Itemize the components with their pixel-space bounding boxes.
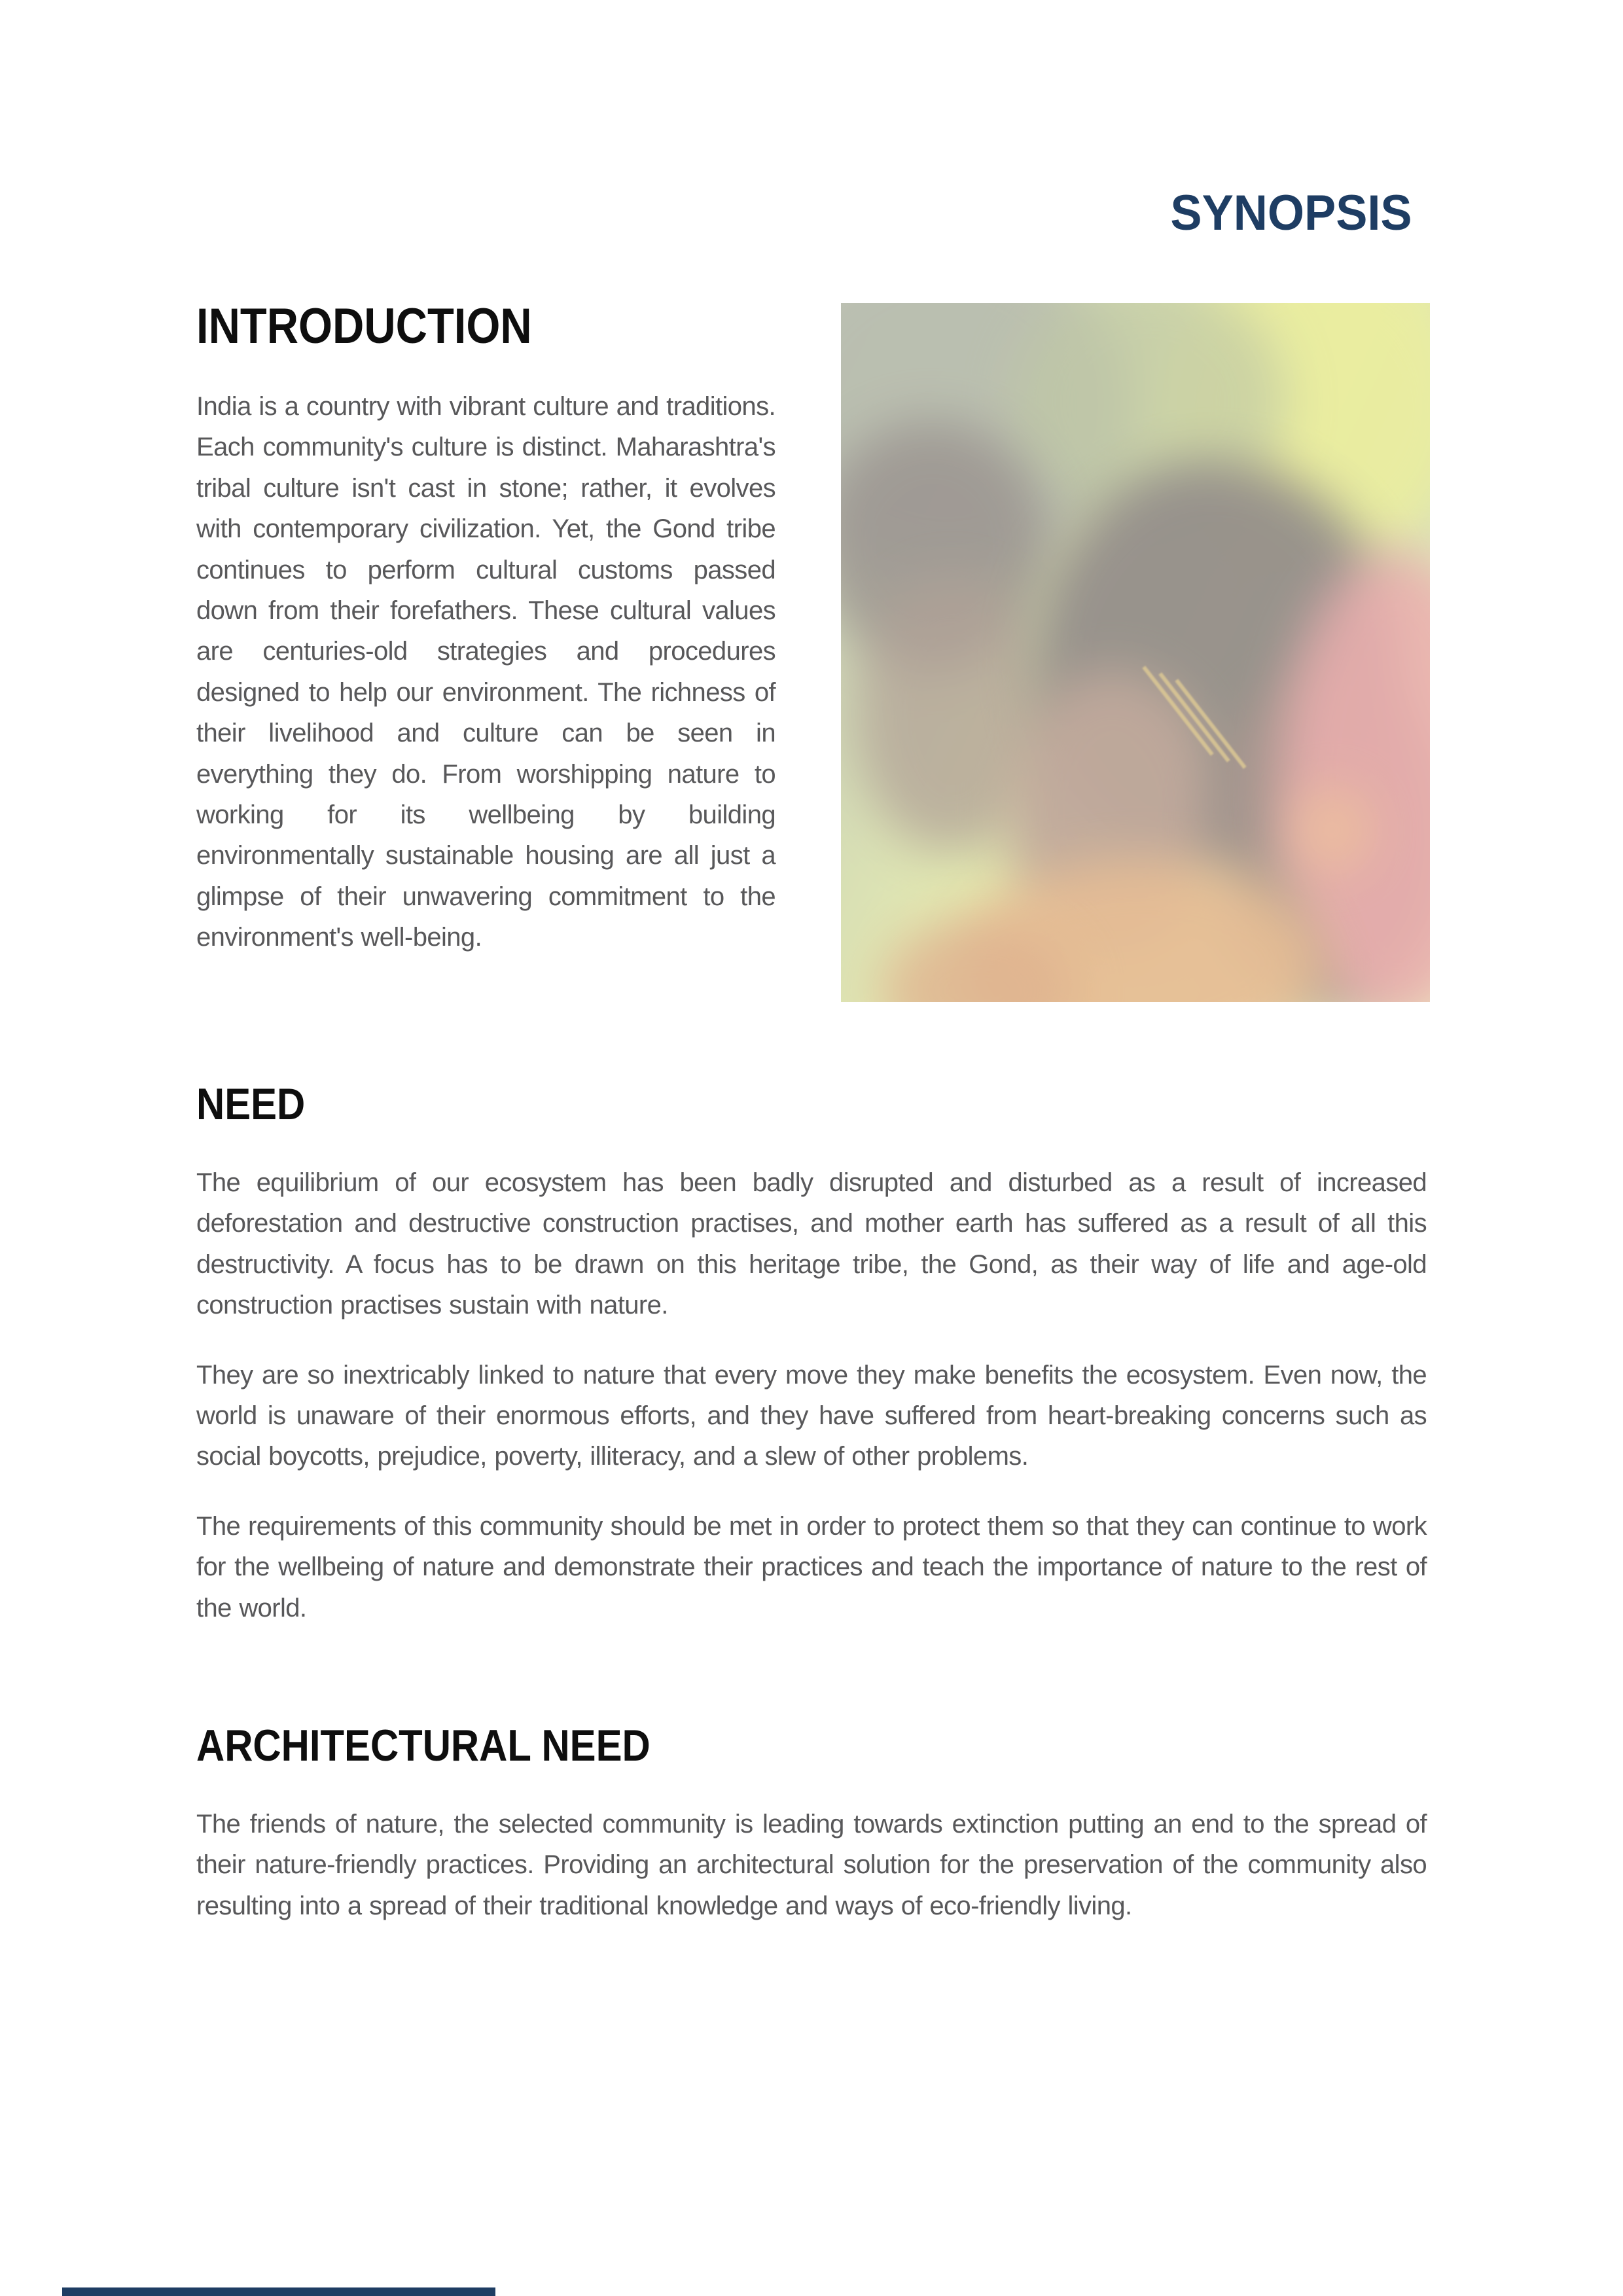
- need-paragraph-1: The equilibrium of our ecosystem has been badly disrupted and disturbed as a result of increased deforestation and destructive construction practises, and mother earth has suffered as a result of all this destructivity. A focus has to be drawn on this heritage tribe, the Gond, as their way of life and age-old construction practises sustain with nature.: [196, 1168, 1427, 1320]
- photo-faded-overlay: [841, 303, 1430, 1002]
- need-section: [196, 1079, 1427, 1628]
- architectural-need-section: [196, 1720, 1427, 1926]
- architectural-need-paragraph: The friends of nature, the selected community is leading towards extinction putting an end to the spread of their nature-friendly practices. Providing an architectural solution for the preservation of the community also resulting into a spread of their traditional knowledge and ways of eco-friendly living.: [196, 1810, 1427, 1920]
- footer-accent-bar: [62, 2287, 495, 2296]
- architectural-need-heading: ARCHITECTURAL NEED: [196, 1721, 651, 1770]
- need-paragraph-2: They are so inextricably linked to nature that every move they make benefits the ecosystem. Even now, the world is unaware of their enormous efforts, and they have suffered from heart-breaking concerns such as social boycotts, prejudice, poverty, illiteracy, and a slew of other problems.: [196, 1360, 1427, 1471]
- introduction-paragraph: India is a country with vibrant culture and traditions. Each community's culture is distinct. Maharashtra's tribal culture isn't cast in stone; rather, it evolves with contemporary civilization. Yet, the Gond tribe continues to perform cultural customs passed down from their forefathers. These cultural values are centuries-old strategies and procedures designed to help our environment. The richness of their livelihood and culture can be seen in everything they do. From worshipping nature to working for its wellbeing by building environmentally sustainable housing are all just a glimpse of their unwavering commitment to the environment's well-being.: [196, 392, 776, 952]
- introduction-section: [196, 298, 1430, 1002]
- need-paragraph-3: The requirements of this community should be met in order to protect them so that they can continue to work for the wellbeing of nature and demonstrate their practices and teach the importance of nature to the rest of the world.: [196, 1511, 1427, 1623]
- tribal-woman-photo: [841, 303, 1430, 1002]
- need-heading: NEED: [196, 1079, 306, 1129]
- introduction-text-column: [196, 298, 776, 1002]
- page-title: SYNOPSIS: [1170, 185, 1412, 241]
- introduction-heading: INTRODUCTION: [196, 298, 532, 354]
